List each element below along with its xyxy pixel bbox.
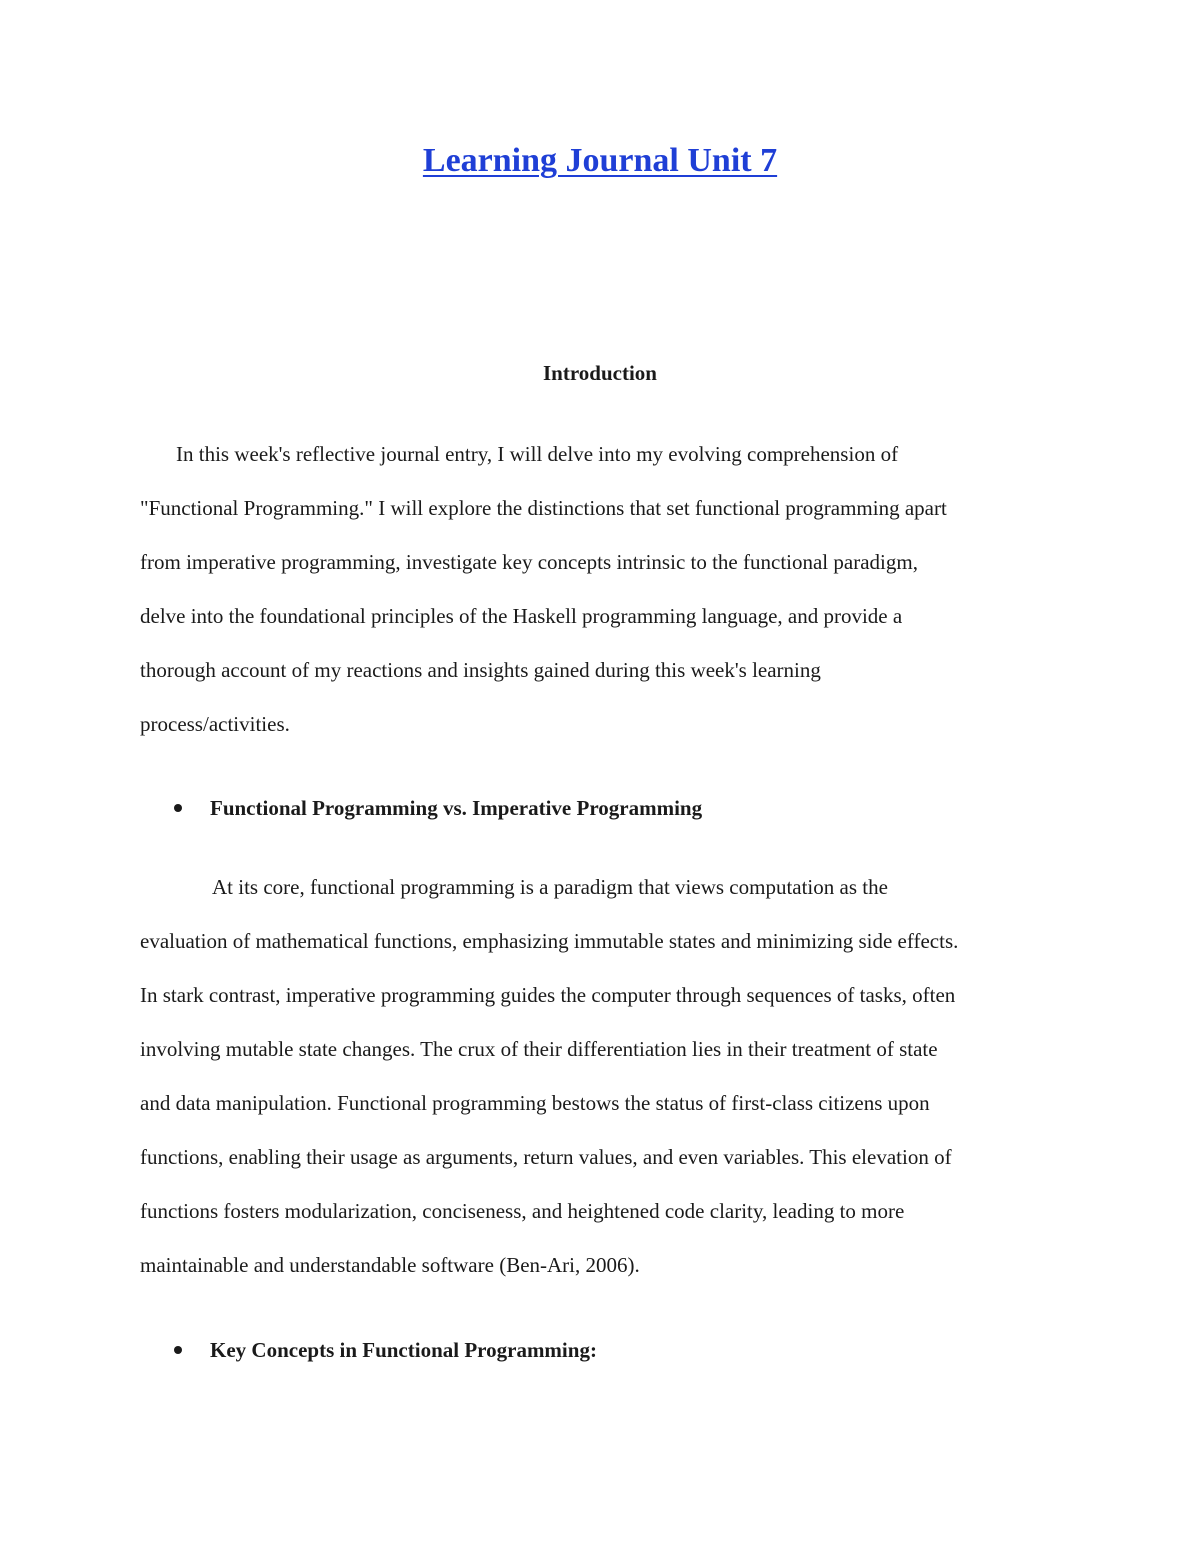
paragraph-line: process/activities.: [140, 712, 290, 736]
paragraph-line: and data manipulation. Functional programming bestows the status of first-class citizens upon: [140, 1091, 930, 1115]
bullet-heading-text: Key Concepts in Functional Programming:: [210, 1338, 597, 1362]
paragraph-line: "Functional Programming." I will explore the distinctions that set functional programming apart: [140, 496, 947, 520]
document-title: [0, 138, 1200, 184]
paragraph-line: functions fosters modularization, conciseness, and heightened code clarity, leading to more: [140, 1199, 905, 1223]
paragraph-line: involving mutable state changes. The crux of their differentiation lies in their treatment of state: [140, 1037, 938, 1061]
title-link[interactable]: Learning Journal Unit 7: [422, 142, 778, 179]
bullet-heading-fp-vs-imperative: [174, 793, 702, 823]
fp-vs-imperative-paragraph: [140, 860, 1060, 1292]
bullet-heading-text: Functional Programming vs. Imperative Programming: [210, 796, 703, 820]
paragraph-line: In stark contrast, imperative programming guides the computer through sequences of tasks, often: [140, 983, 956, 1007]
paragraph-line: At its core, functional programming is a paradigm that views computation as the: [212, 875, 888, 899]
bullet-icon: [174, 1346, 182, 1354]
introduction-heading: Introduction: [543, 361, 657, 385]
paragraph-line: delve into the foundational principles of the Haskell programming language, and provide a: [140, 604, 903, 628]
bullet-heading-key-concepts: [174, 1335, 597, 1365]
paragraph-line: maintainable and understandable software (Ben-Ari, 2006).: [140, 1253, 640, 1277]
paragraph-line: functions, enabling their usage as arguments, return values, and even variables. This elevation of: [140, 1145, 952, 1169]
paragraph-line: evaluation of mathematical functions, emphasizing immutable states and minimizing side effects.: [140, 929, 959, 953]
introduction-paragraph: [140, 427, 1060, 751]
paragraph-line: In this week's reflective journal entry, I will delve into my evolving comprehension of: [176, 442, 899, 466]
bullet-icon: [174, 804, 182, 812]
paragraph-line: from imperative programming, investigate key concepts intrinsic to the functional paradigm,: [140, 550, 918, 574]
paragraph-line: thorough account of my reactions and insights gained during this week's learning: [140, 658, 821, 682]
